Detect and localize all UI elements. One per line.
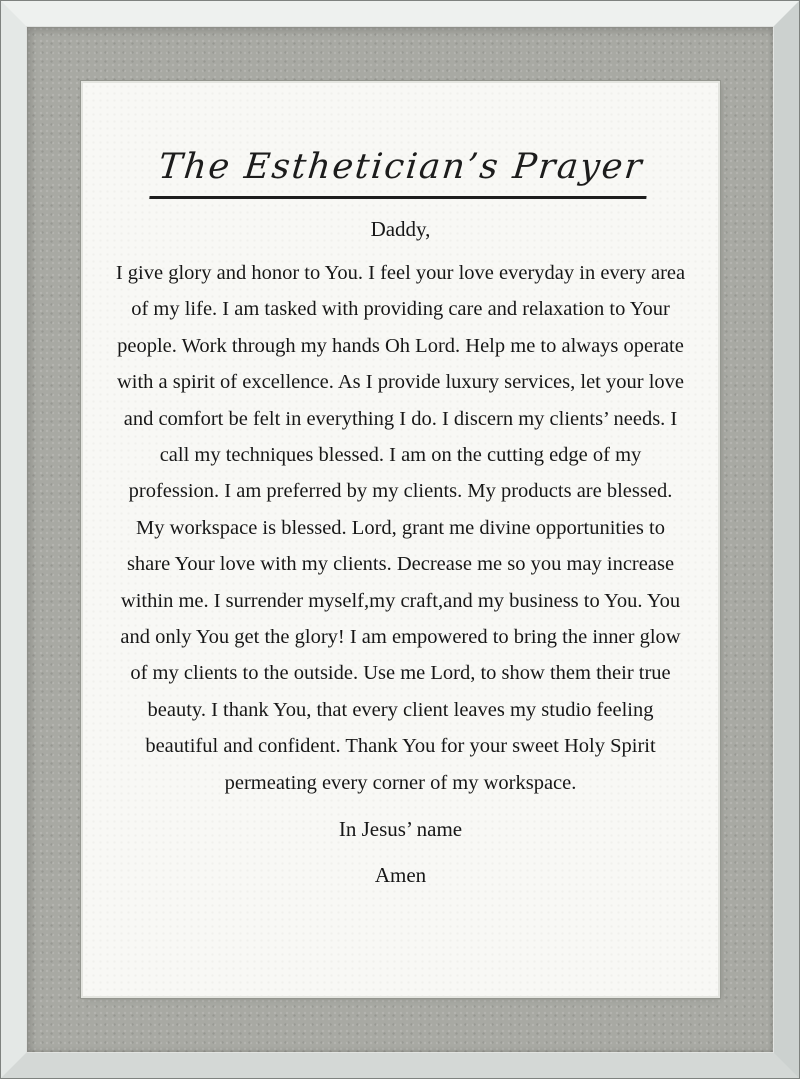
closing-line: In Jesus’ name xyxy=(338,817,463,842)
prayer-sheet xyxy=(83,83,718,996)
prayer-line: with a spirit of excellence. As I provide luxury services, let your love xyxy=(116,371,684,394)
prayer-line: share Your love with my clients. Decrease me so you may increase xyxy=(126,553,675,576)
prayer-line: beauty. I thank You, that every client leaves my studio feeling xyxy=(147,698,654,721)
amen-line: Amen xyxy=(374,863,427,888)
prayer-line: of my clients to the outside. Use me Lord, to show them their true xyxy=(130,662,671,685)
prayer-line: My workspace is blessed. Lord, grant me divine opportunities to xyxy=(136,516,665,539)
prayer-line: profession. I am preferred by my clients. My products are blessed. xyxy=(128,480,673,503)
prayer-line: people. Work through my hands Oh Lord. Help me to always operate xyxy=(117,334,684,357)
prayer-line: I give glory and honor to You. I feel your love everyday in every area xyxy=(115,262,686,284)
salutation: Daddy, xyxy=(370,217,431,241)
prayer-line: call my techniques blessed. I am on the cutting edge of my xyxy=(159,444,642,467)
prayer-line: and only You get the glory! I am empowered to bring the inner glow xyxy=(120,626,681,649)
prayer-line: within me. I surrender myself,my craft,and my business to You. You xyxy=(120,589,681,612)
prayer-body xyxy=(83,255,718,801)
prayer-line: and comfort be felt in everything I do. I discern my clients’ needs. I xyxy=(123,407,678,430)
prayer-line: permeating every corner of my workspace. xyxy=(224,771,577,794)
prayer-line: of my life. I am tasked with providing care and relaxation to Your xyxy=(131,298,670,321)
mat-board xyxy=(26,26,774,1053)
poster-title-text: The Esthetician’s Prayer xyxy=(149,147,651,199)
prayer-line: beautiful and confident. Thank You for your sweet Holy Spirit xyxy=(145,735,656,758)
poster-title xyxy=(83,147,718,199)
